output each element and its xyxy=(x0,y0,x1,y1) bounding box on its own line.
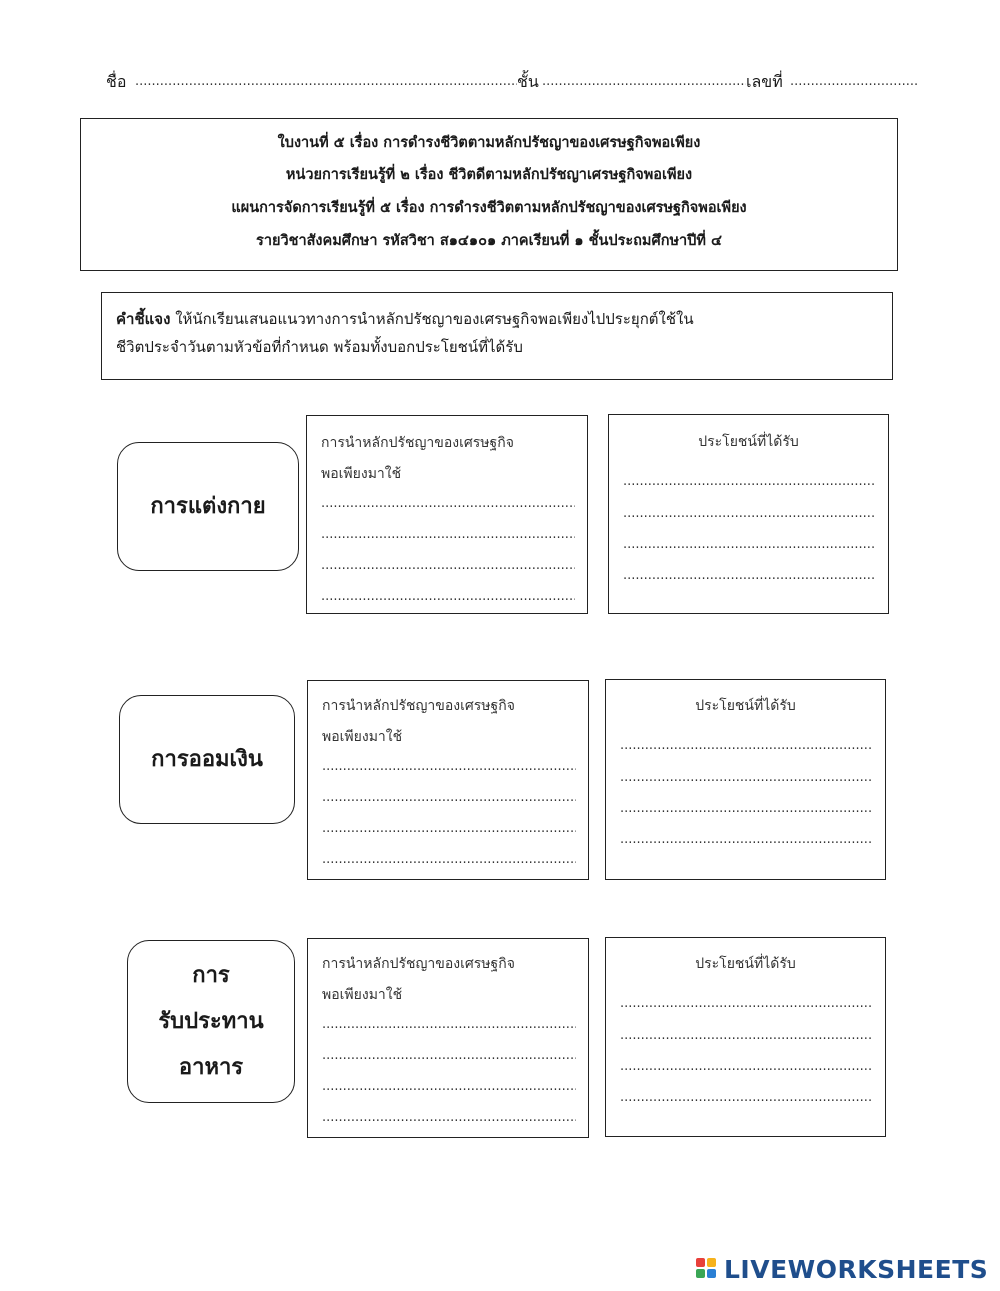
title-box xyxy=(80,118,898,271)
instruction-text-line2: ชีวิตประจำวันตามหัวข้อที่กำหนด พร้อมทั้งบอกประโยชน์ที่ได้รับ xyxy=(116,338,523,356)
answer-line[interactable] xyxy=(620,1028,873,1043)
logo-square-blue xyxy=(707,1269,716,1278)
application-caption-line2: พอเพียงมาใช้ xyxy=(321,466,402,482)
answer-line[interactable] xyxy=(620,801,873,816)
topic-box-saving xyxy=(119,695,295,824)
answer-line[interactable] xyxy=(620,996,873,1011)
application-caption-line1: การนำหลักปรัชญาของเศรษฐกิจ xyxy=(322,698,515,714)
topic-label-line2: รับประทาน xyxy=(158,1008,264,1034)
answer-line[interactable] xyxy=(321,496,575,511)
application-caption-line1: การนำหลักปรัชญาของเศรษฐกิจ xyxy=(321,435,514,451)
lesson-plan-title: แผนการจัดการเรียนรู้ที่ ๕ เรื่อง การดำรงชีวิตตามหลักปรัชญาของเศรษฐกิจพอเพียง xyxy=(231,200,747,216)
unit-title: หน่วยการเรียนรู้ที่ ๒ เรื่อง ชีวิตดีตามหลักปรัชญาเศรษฐกิจพอเพียง xyxy=(285,167,693,183)
application-caption-line2: พอเพียงมาใช้ xyxy=(322,729,403,745)
logo-square-yellow xyxy=(707,1258,716,1267)
name-field[interactable] xyxy=(135,74,517,88)
topic-box-eating xyxy=(127,940,295,1103)
benefit-caption: ประโยชน์ที่ได้รับ xyxy=(698,434,799,450)
number-label: เลขที่ xyxy=(746,72,783,91)
answer-line[interactable] xyxy=(322,1110,576,1125)
answer-line[interactable] xyxy=(620,1059,873,1074)
answer-line[interactable] xyxy=(623,568,876,583)
application-box-eating xyxy=(307,938,589,1138)
answer-line[interactable] xyxy=(623,474,876,489)
class-field[interactable] xyxy=(542,74,746,88)
benefit-box-eating xyxy=(605,937,886,1137)
answer-line[interactable] xyxy=(620,1090,873,1105)
instruction-label: คำชี้แจง xyxy=(116,310,171,328)
answer-line[interactable] xyxy=(322,1079,576,1094)
application-caption-line1: การนำหลักปรัชญาของเศรษฐกิจ xyxy=(322,956,515,972)
number-field[interactable] xyxy=(790,74,918,88)
logo-text: LIVEWORKSHEETS xyxy=(724,1254,989,1284)
answer-line[interactable] xyxy=(321,527,575,542)
answer-line[interactable] xyxy=(620,832,873,847)
course-info: รายวิชาสังคมศึกษา รหัสวิชา ส๑๔๑๐๑ ภาคเรียนที่ ๑ ชั้นประถมศึกษาปีที่ ๔ xyxy=(256,233,722,249)
benefit-box-dressing xyxy=(608,414,889,614)
liveworksheets-logo-icon xyxy=(696,1256,720,1282)
topic-box-dressing xyxy=(117,442,299,571)
answer-line[interactable] xyxy=(620,770,873,785)
answer-line[interactable] xyxy=(322,759,576,774)
worksheet-title: ใบงานที่ ๕ เรื่อง การดำรงชีวิตตามหลักปรัชญาของเศรษฐกิจพอเพียง xyxy=(277,135,701,151)
topic-label: การออมเงิน xyxy=(151,746,263,772)
logo-square-red xyxy=(696,1258,705,1267)
benefit-caption: ประโยชน์ที่ได้รับ xyxy=(695,698,796,714)
answer-line[interactable] xyxy=(620,738,873,753)
answer-line[interactable] xyxy=(322,790,576,805)
answer-line[interactable] xyxy=(321,558,575,573)
logo-square-green xyxy=(696,1269,705,1278)
instruction-box xyxy=(101,292,893,380)
answer-line[interactable] xyxy=(623,506,876,521)
topic-label-line3: อาหาร xyxy=(178,1054,244,1080)
instruction-text-line1: ให้นักเรียนเสนอแนวทางการนำหลักปรัชญาของเศรษฐกิจพอเพียงไปประยุกต์ใช้ใน xyxy=(170,310,694,328)
answer-line[interactable] xyxy=(322,1017,576,1032)
application-box-dressing xyxy=(306,415,588,614)
name-label: ชื่อ xyxy=(106,72,127,91)
topic-label-line1: การ xyxy=(192,962,230,988)
answer-line[interactable] xyxy=(321,589,575,604)
application-box-saving xyxy=(307,680,589,880)
answer-line[interactable] xyxy=(623,537,876,552)
class-label: ชั้น xyxy=(517,72,539,91)
topic-label: การแต่งกาย xyxy=(150,493,266,519)
answer-line[interactable] xyxy=(322,1048,576,1063)
benefit-caption: ประโยชน์ที่ได้รับ xyxy=(695,956,796,972)
application-caption-line2: พอเพียงมาใช้ xyxy=(322,987,403,1003)
answer-line[interactable] xyxy=(322,852,576,867)
liveworksheets-logo xyxy=(696,1254,988,1284)
answer-line[interactable] xyxy=(322,821,576,836)
benefit-box-saving xyxy=(605,679,886,880)
